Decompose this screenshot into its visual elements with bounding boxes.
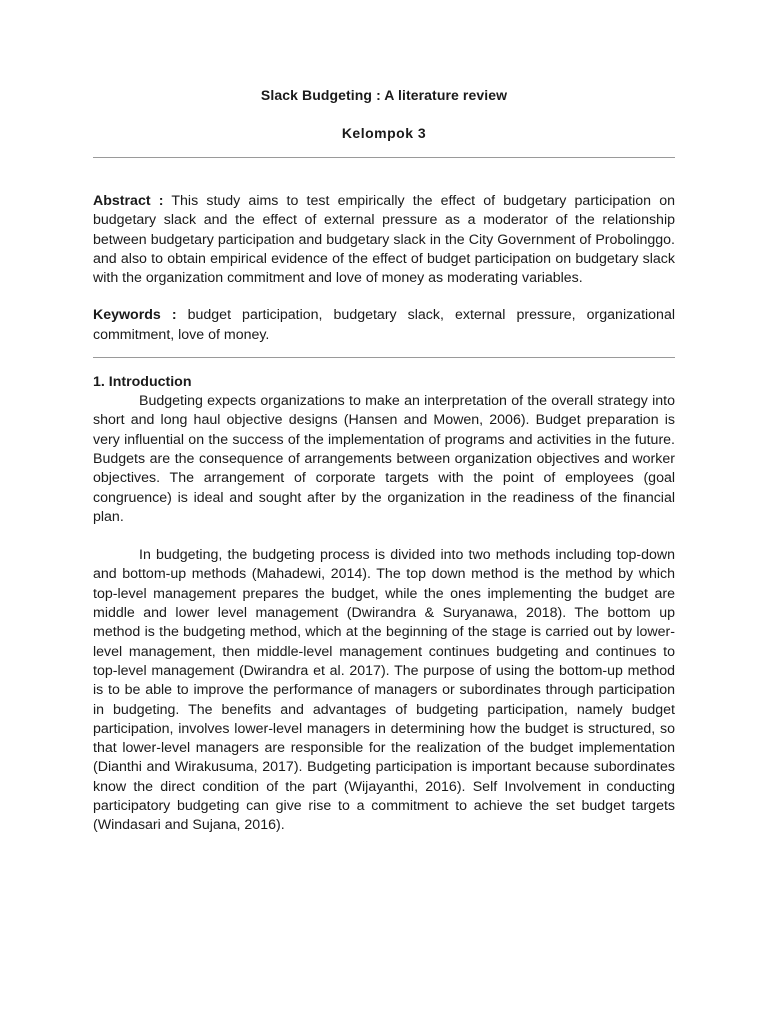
keywords-label: Keywords :	[93, 307, 177, 324]
abstract-text: This study aims to test empirically the effect of budgetary participation on budgetary slack and the effect of external pressure as a moderator of the relationship between budgetary participation and budgetary slack in the City Government of Probolinggo. and also to obtain empirical evidence of the effect of budget participation on budgetary slack with the organization commitment and love of money as moderating variables.	[93, 193, 675, 287]
introduction-paragraph-1: Budgeting expects organizations to make an interpretation of the overall strategy into short and long haul objective designs (Hansen and Mowen, 2006). Budget preparation is very influential on the success of the implementation of programs and activities in the future. Budgets are the consequence of arrangements between organization objectives and worker objectives. The arrangement of corporate targets with the point of employees (goal congruence) is ideal and sought after by the organization in the readiness of the financial plan.	[93, 393, 675, 525]
document-title: Slack Budgeting : A literature review	[260, 87, 508, 103]
introduction-heading: 1. Introduction	[93, 374, 192, 391]
keywords-paragraph	[93, 306, 675, 345]
abstract-label: Abstract :	[93, 193, 164, 209]
header-divider	[93, 157, 675, 158]
introduction-paragraph-2: In budgeting, the budgeting process is divided into two methods including top-down and bottom-up methods (Mahadewi, 2014). The top down method is the method by which top-level management prepares the budget, while the ones implementing the budget are middle and lower level management (Dwirandra & Suryanawa, 2018). The bottom up method is the budgeting method, which at the beginning of the stage is carried out by lower-level management, then middle-level management continues budgeting and continues to top-level management (Dwirandra et al. 2017). The purpose of using the bottom-up method is to be able to improve the performance of managers or subordinates through participation in budgeting. The benefits and advantages of budgeting participation, namely budget participation, involves lower-level managers in determining how the budget is structured, so that lower-level managers are responsible for the realization of the budget implementation (Dianthi and Wirakusuma, 2017). Budgeting participation is important because subordinates know the direct condition of the part (Wijayanthi, 2016). Self Involvement in conducting participatory budgeting can give rise to a commitment to achieve the set budget targets (Windasari and Sujana, 2016).	[93, 547, 675, 834]
keywords-text: budget participation, budgetary slack, external pressure, organizational commitment, love of money.	[93, 307, 675, 343]
section-divider	[93, 357, 675, 358]
document-page	[93, 85, 675, 836]
group-name: Kelompok 3	[341, 125, 427, 141]
abstract-paragraph	[93, 192, 675, 288]
